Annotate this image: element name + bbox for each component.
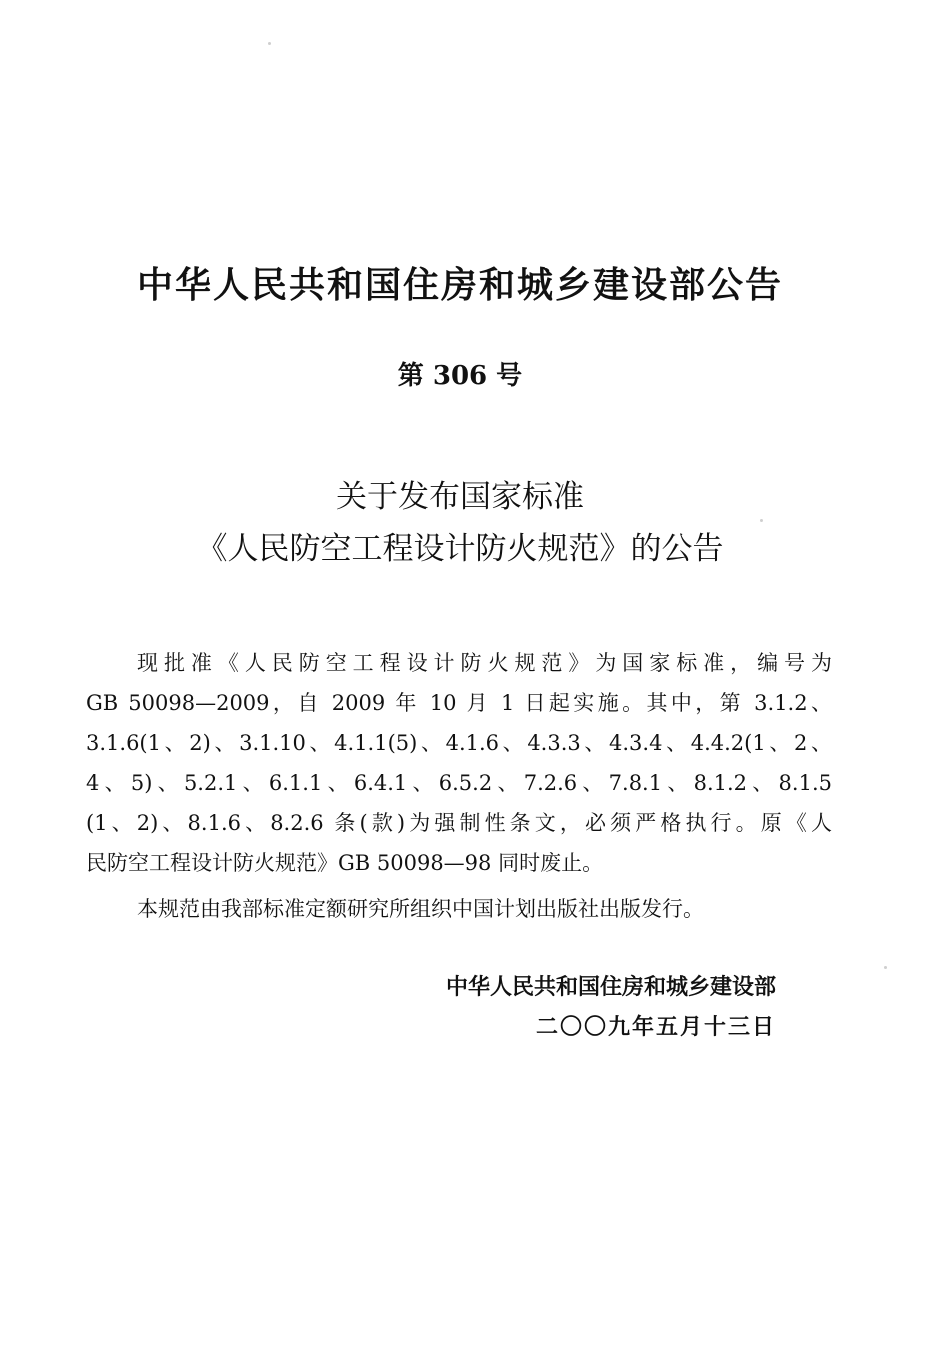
signature-date: 二〇〇九年五月十三日 [535, 1015, 776, 1040]
signature-organization: 中华人民共和国住房和城乡建设部 [445, 975, 776, 1000]
body-line-2: GB 50098—2009，自 2009 年 10 月 1 日起实施。其中，第 3.1.2、 [86, 691, 832, 715]
scan-speck [760, 519, 763, 522]
subject-line-2: 《人民防空工程设计防火规范》的公告 [196, 531, 724, 567]
body-line-1: 现批准《人民防空工程设计防火规范》为国家标准，编号为 [137, 651, 832, 675]
body-line-7: 本规范由我部标准定额研究所组织中国计划出版社出版发行。 [137, 897, 704, 921]
body-line-5: (1、2)、8.1.6、8.2.6 条(款)为强制性条文，必须严格执行。原《人 [86, 811, 832, 835]
scan-speck [268, 42, 271, 45]
scan-speck [884, 966, 887, 969]
body-line-3: 3.1.6(1、2)、3.1.10、4.1.1(5)、4.1.6、4.3.3、4.3.4、4.4.2(1、2、 [86, 731, 832, 755]
issuer-title: 中华人民共和国住房和城乡建设部公告 [136, 265, 783, 306]
body-line-6: 民防空工程设计防火规范》GB 50098—98 同时废止。 [86, 851, 604, 875]
announcement-number: 第 306 号 [397, 361, 523, 391]
body-line-4: 4、5)、5.2.1、6.1.1、6.4.1、6.5.2、7.2.6、7.8.1、8.1.2、8.1.5 [86, 771, 832, 795]
subject-line-1: 关于发布国家标准 [336, 479, 584, 515]
